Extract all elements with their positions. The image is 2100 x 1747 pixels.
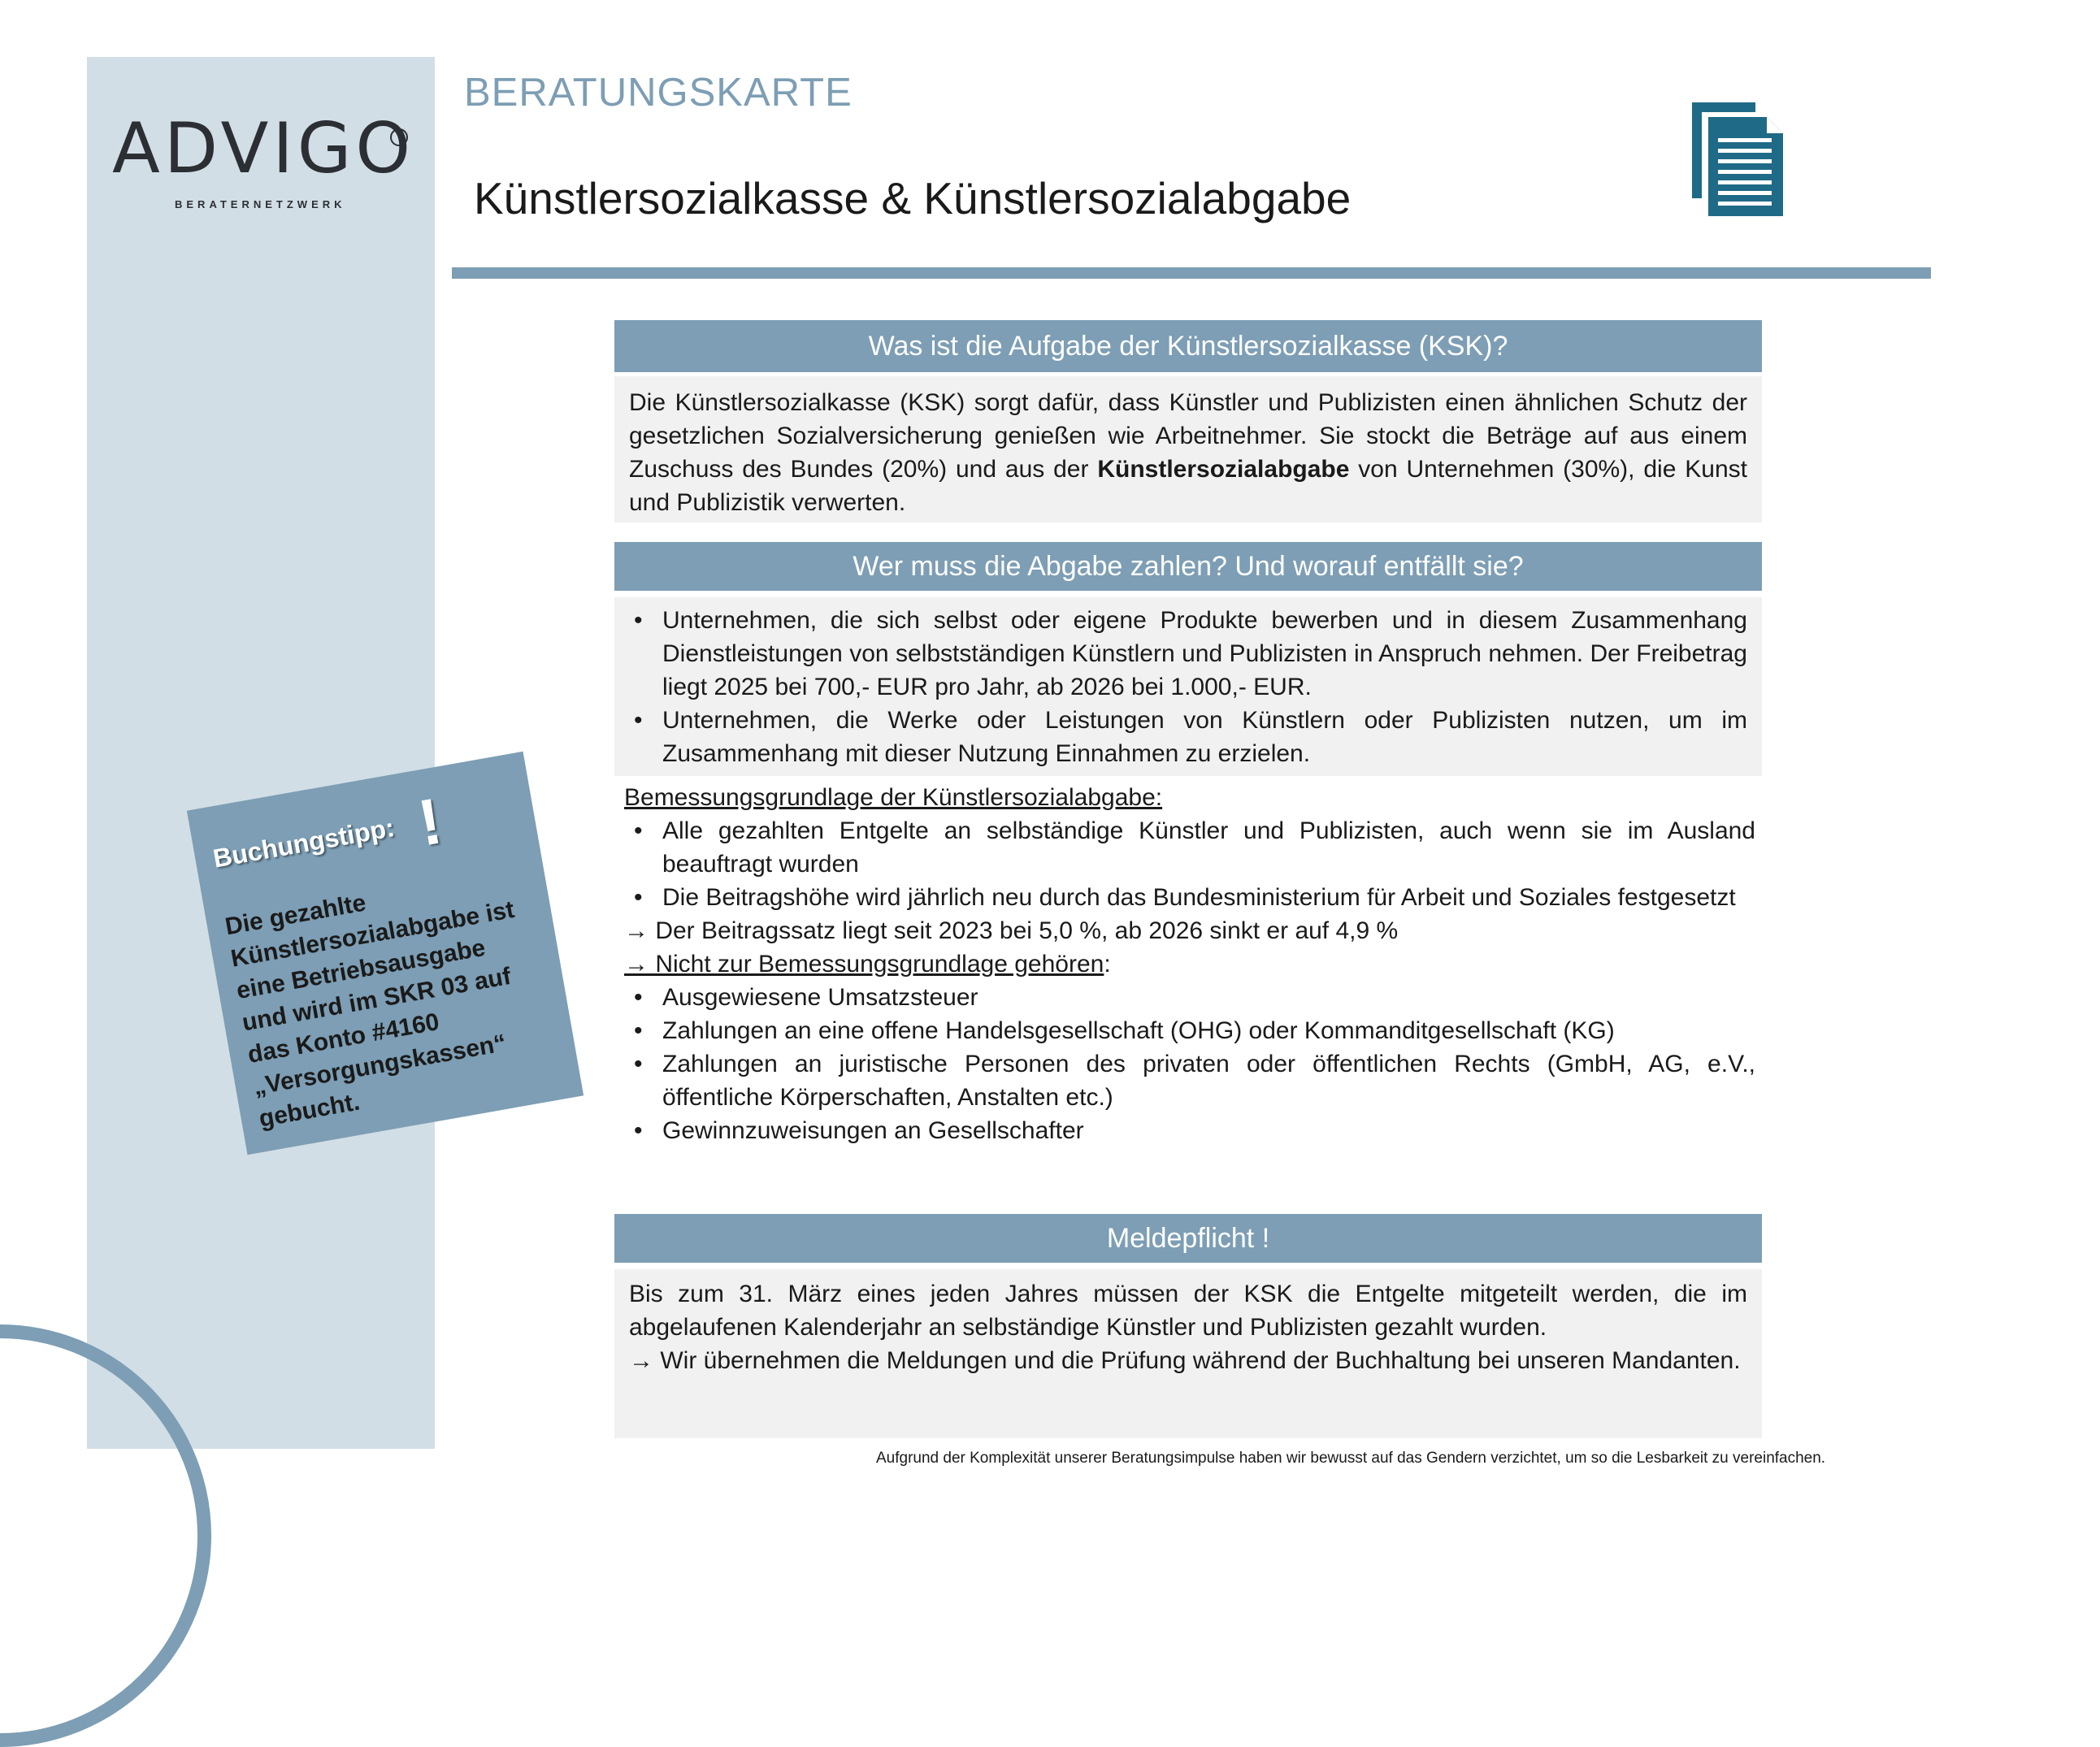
list-item: • Zahlungen an eine offene Handelsgesellschaft (OHG) oder Kommanditgesellschaft (KG) [634,1017,1615,1044]
exclusion-colon: : [1104,951,1111,978]
header-rule [452,267,1931,279]
list-item-text: Die Beitragshöhe wird jährlich neu durch das Bundesministerium für Arbeit und Soziales festgesetzt [662,884,1736,911]
list-item-text: Ausgewiesene Umsatzsteuer [662,984,978,1011]
list-item-text: Alle gezahlten Entgelte an selbständige Künstler und Publizisten, auch wenn sie im Ausland beauftragt wurden [662,817,1755,878]
list-item-text: Unternehmen, die Werke oder Leistungen von Künstlern oder Publizisten nutzen, um im Zusammenhang mit dieser Nutzung Einnahmen zu erzielen. [662,707,1747,767]
list-item-text: Gewinnzuweisungen an Gesellschafter [662,1117,1084,1144]
list-item-text: Zahlungen an eine offene Handelsgesellschaft (OHG) oder Kommanditgesellschaft (KG) [662,1017,1615,1044]
list-item: • Unternehmen, die sich selbst oder eigene Produkte bewerben und in diesem Zusammenhang Dienstleistungen von selbstständigen Künstlern und Publizisten in Anspruch nehmen. Der Freibetrag liegt 2025 bei 700,- EUR pro Jahr, ab 2026 bei 1.000,- EUR. [634,607,1747,700]
task-text [629,386,1747,519]
list-item: • Die Beitragshöhe wird jährlich neu durch das Bundesministerium für Arbeit und Soziales festgesetzt [634,884,1736,911]
logo-subtitle: BERATERNETZWERK [175,198,346,210]
booking-tip-title: Buchungstipp: [210,813,397,874]
exclusion-heading-line [624,947,1755,981]
who-list [624,604,1747,770]
task-text-bold: Künstlersozialabgabe [1097,456,1350,483]
booking-tip-text: Die gezahlte Künstlersozialabgabe ist eine Betriebsausgabe und wird im SKR 03 auf das Konto #4160 „Versorgungskassen“ gebucht. [223,889,517,1133]
card-kicker: BERATUNGSKARTE [464,71,853,115]
basis-heading: Bemessungsgrundlage der Künstlersozialabgabe: [624,784,1163,811]
logo-ring-icon [390,128,408,146]
logo-wordmark: ADVIGO [112,108,415,189]
booking-tip-card [187,752,584,1155]
list-item: • Ausgewiesene Umsatzsteuer [634,984,978,1011]
exclamation-icon: ! [413,784,447,860]
section-heading-who: Wer muss die Abgabe zahlen? Und worauf entfällt sie? [614,542,1762,591]
gender-footnote: Aufgrund der Komplexität unserer Beratungsimpulse haben wir bewusst auf das Gendern verzichtet, um so die Lesbarkeit zu vereinfachen. [876,1450,1826,1467]
task-text-part: von Unternehmen (30%), die Kunst und Publizistik verwerten. [629,456,1747,516]
exclusion-list [624,981,1755,1147]
basis-list [624,814,1755,914]
reporting-text-service: → Wir übernehmen die Meldungen und die Prüfung während der Buchhaltung bei unseren Mandanten. [629,1347,1741,1374]
section-heading-reporting: Meldepflicht ! [614,1214,1762,1263]
list-item: • Zahlungen an juristische Personen des privaten oder öffentlichen Rechts (GmbH, AG, e.V., öffentliche Körperschaften, Anstalten etc.) [634,1051,1755,1111]
basis-block [624,781,1755,1147]
advigo-logo [112,108,421,210]
rate-line: → Der Beitragssatz liegt seit 2023 bei 5,0 %, ab 2026 sinkt er auf 4,9 % [624,917,1399,944]
section-panel-task [614,376,1762,522]
list-item: • Unternehmen, die Werke oder Leistungen von Künstlern oder Publizisten nutzen, um im Zusammenhang mit dieser Nutzung Einnahmen zu erzielen. [634,707,1747,767]
list-item-text: Zahlungen an juristische Personen des privaten oder öffentlichen Rechts (GmbH, AG, e.V., öffentliche Körperschaften, Anstalten etc.) [662,1051,1755,1111]
section-panel-reporting [614,1269,1762,1438]
sidebar-band [87,57,435,1449]
section-panel-who [614,597,1762,776]
task-text-part: Die Künstlersozialkasse (KSK) sorgt dafür, dass Künstler und Publizisten einen ähnlichen Schutz der gesetzlichen Sozialversicherung genießen wie Arbeitnehmer. Sie stockt die Beträge auf aus einem Zuschuss des Bundes (20%) und aus der [629,389,1747,483]
list-item: • Gewinnzuweisungen an Gesellschafter [634,1117,1084,1144]
reporting-text: Bis zum 31. März eines jeden Jahres müssen der KSK die Entgelte mitgeteilt werden, die im abgelaufenen Kalenderjahr an selbständige Künstler und Publizisten gezahlt wurden. [629,1281,1747,1341]
section-heading-task: Was ist die Aufgabe der Künstlersozialkasse (KSK)? [614,320,1762,372]
exclusion-heading: → Nicht zur Bemessungsgrundlage gehören [624,951,1104,978]
page-title: Künstlersozialkasse & Künstlersozialabgabe [474,173,1352,223]
document-icon [1692,102,1806,220]
list-item-text: Unternehmen, die sich selbst oder eigene Produkte bewerben und in diesem Zusammenhang Dienstleistungen von selbstständigen Künstlern und Publizisten in Anspruch nehmen. Der Freibetrag liegt 2025 bei 700,- EUR pro Jahr, ab 2026 bei 1.000,- EUR. [662,607,1747,700]
list-item: • Alle gezahlten Entgelte an selbständige Künstler und Publizisten, auch wenn sie im Ausland beauftragt wurden [634,817,1755,878]
